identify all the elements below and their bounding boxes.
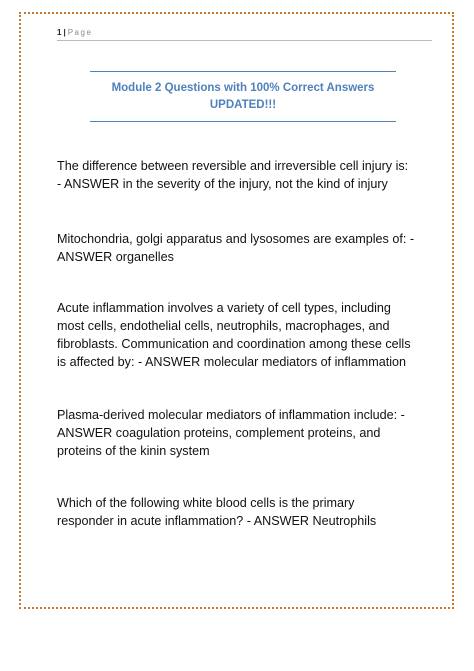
qa-line: is affected by: - ANSWER molecular mediators of inflammation: [57, 355, 407, 369]
qa-item-2: [57, 230, 427, 266]
qa-line: Acute inflammation involves a variety of cell types, including: [57, 301, 391, 315]
qa-line: ANSWER coagulation proteins, complement proteins, and: [57, 426, 381, 440]
qa-item-1: [57, 157, 427, 193]
title-line-2: UPDATED!!!: [209, 99, 277, 111]
qa-item-3: [57, 299, 427, 371]
document-title: [90, 80, 396, 114]
title-rule-top: [90, 71, 396, 72]
qa-line: The difference between reversible and irreversible cell injury is:: [57, 159, 409, 173]
page-number: 1: [57, 28, 62, 37]
title-rule-bottom: [90, 121, 396, 122]
page-separator: |: [63, 28, 66, 37]
qa-line: Which of the following white blood cells is the primary: [57, 496, 355, 510]
title-line-1: Module 2 Questions with 100% Correct Answers: [111, 82, 375, 94]
qa-item-4: [57, 406, 427, 460]
qa-line: responder in acute inflammation? - ANSWER Neutrophils: [57, 514, 377, 528]
qa-line: Mitochondria, golgi apparatus and lysosomes are examples of: -: [57, 232, 415, 246]
qa-line: ANSWER organelles: [57, 250, 174, 264]
qa-line: fibroblasts. Communication and coordination among these cells: [57, 337, 411, 351]
qa-line: most cells, endothelial cells, neutrophils, macrophages, and: [57, 319, 390, 333]
qa-line: proteins of the kinin system: [57, 444, 210, 458]
qa-line: - ANSWER in the severity of the injury, not the kind of injury: [57, 177, 388, 191]
qa-item-5: [57, 494, 427, 530]
page-header: [57, 28, 432, 41]
page-label: Page: [67, 28, 93, 37]
qa-line: Plasma-derived molecular mediators of inflammation include: -: [57, 408, 405, 422]
